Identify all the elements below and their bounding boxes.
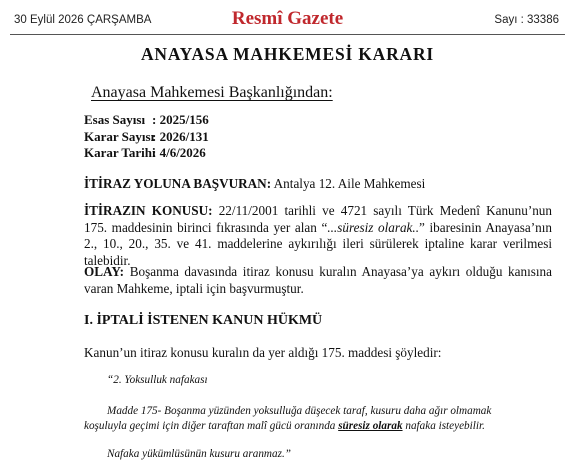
meta-label: Karar Sayısı <box>84 128 155 144</box>
subject-paragraph <box>84 203 552 269</box>
incident-text: Boşanma davasında itiraz konusu kuralın Anayasa’ya aykırı olduğu kanısına varan Mahkeme, iptali için başvurmuştur. <box>84 264 552 296</box>
subject-label: İTİRAZIN KONUSU: <box>84 203 213 218</box>
quoted-article-title: “2. Yoksulluk nafakası <box>107 374 208 386</box>
decision-date-row <box>84 145 209 162</box>
incident-paragraph <box>84 264 552 297</box>
article-text-before: koşuluyla geçimi için diğer taraftan malî gücü oranında <box>84 420 339 432</box>
issue-number: Sayı : 33386 <box>494 14 559 26</box>
intro-paragraph: Kanun’un itiraz konusu kuralın da yer aldığı 175. maddesi şöyledir: <box>84 345 442 360</box>
subject-text-before: 22/11/2001 tarihli ve 4721 sayılı Türk Medenî Kanunu’nun 175. maddesinin birinci fıkrasında yer alan “ <box>84 203 552 235</box>
incident-label: OLAY: <box>84 264 125 279</box>
case-number-row <box>84 112 209 129</box>
article-text-line-3: Nafaka yükümlüsünün kusuru aranmaz.” <box>107 448 291 460</box>
meta-value: : 4/6/2026 <box>152 145 206 160</box>
document-title: ANAYASA MAHKEMESİ KARARI <box>140 44 435 64</box>
gazette-header <box>0 0 575 34</box>
decision-number-row <box>84 129 209 146</box>
subject-text-after: ” ibaresinin Anayasa’nın 2., 10., 20., 35. ve 41. maddelerine aykırılığı ileri sürülerek iptaline karar verilmesi talebidir. <box>84 219 552 268</box>
meta-value: : 2025/156 <box>152 112 209 127</box>
article-text-after: nafaka isteyebilir. <box>402 420 485 432</box>
applicant-label: İTİRAZ YOLUNA BAŞVURAN: <box>84 176 272 191</box>
applicant-paragraph <box>84 176 552 193</box>
case-metadata <box>84 112 209 162</box>
issue-date: 30 Eylül 2026 ÇARŞAMBA <box>14 14 152 26</box>
applicant-text: Antalya 12. Aile Mahkemesi <box>271 176 426 191</box>
meta-label: Esas Sayısı <box>84 112 146 127</box>
meta-value: : 2026/131 <box>152 128 209 144</box>
article-text-line-2 <box>84 419 485 434</box>
section-heading: I. İPTALİ İSTENEN KANUN HÜKMÜ <box>84 313 323 328</box>
header-divider <box>10 34 565 35</box>
article-text-line-1: Madde 175- Boşanma yüzünden yoksulluğa düşecek taraf, kusuru daha ağır olmamak <box>107 405 492 417</box>
issuing-authority: Anayasa Mahkemesi Başkanlığından: <box>91 84 333 101</box>
subject-quote: ...süresiz olarak.. <box>327 219 419 235</box>
article-underlined-phrase: süresiz olarak <box>338 420 403 432</box>
meta-label: Karar Tarihi <box>84 145 156 160</box>
gazette-title: Resmî Gazete <box>231 8 344 29</box>
